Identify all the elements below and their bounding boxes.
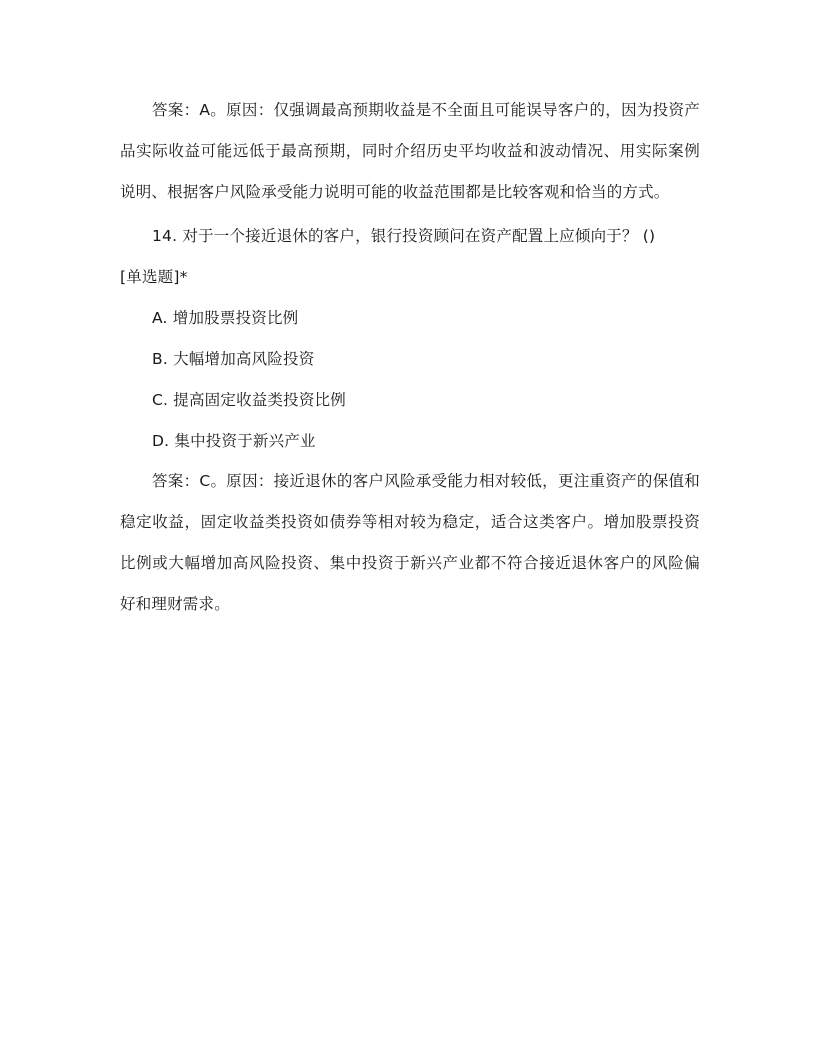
question-text: 14. 对于一个接近退休的客户，银行投资顾问在资产配置上应倾向于？ (): [152, 227, 656, 245]
answer-paragraph: 答案：C。原因：接近退休的客户风险承受能力相对较低，更注重资产的保值和稳定收益，固定收益类投资如债券等相对较为稳定，适合这类客户。增加股票投资比例或大幅增加高风险投资、集中投资于新兴产业都不符合接近退休客户的风险偏好和理财需求。: [120, 472, 700, 613]
option-c: C. 提高固定收益类投资比例: [152, 391, 346, 409]
previous-answer-paragraph: 答案：A。原因：仅强调最高预期收益是不全面且可能误导客户的，因为投资产品实际收益可能远低于最高预期，同时介绍历史平均收益和波动情况、用实际案例说明、根据客户风险承受能力说明可能的收益范围都是比较客观和恰当的方式。: [120, 101, 700, 201]
option-d: D. 集中投资于新兴产业: [152, 432, 316, 450]
option-b: B. 大幅增加高风险投资: [152, 350, 315, 368]
option-a: A. 增加股票投资比例: [152, 309, 299, 327]
question-type-tag: [单选题]*: [120, 268, 188, 286]
